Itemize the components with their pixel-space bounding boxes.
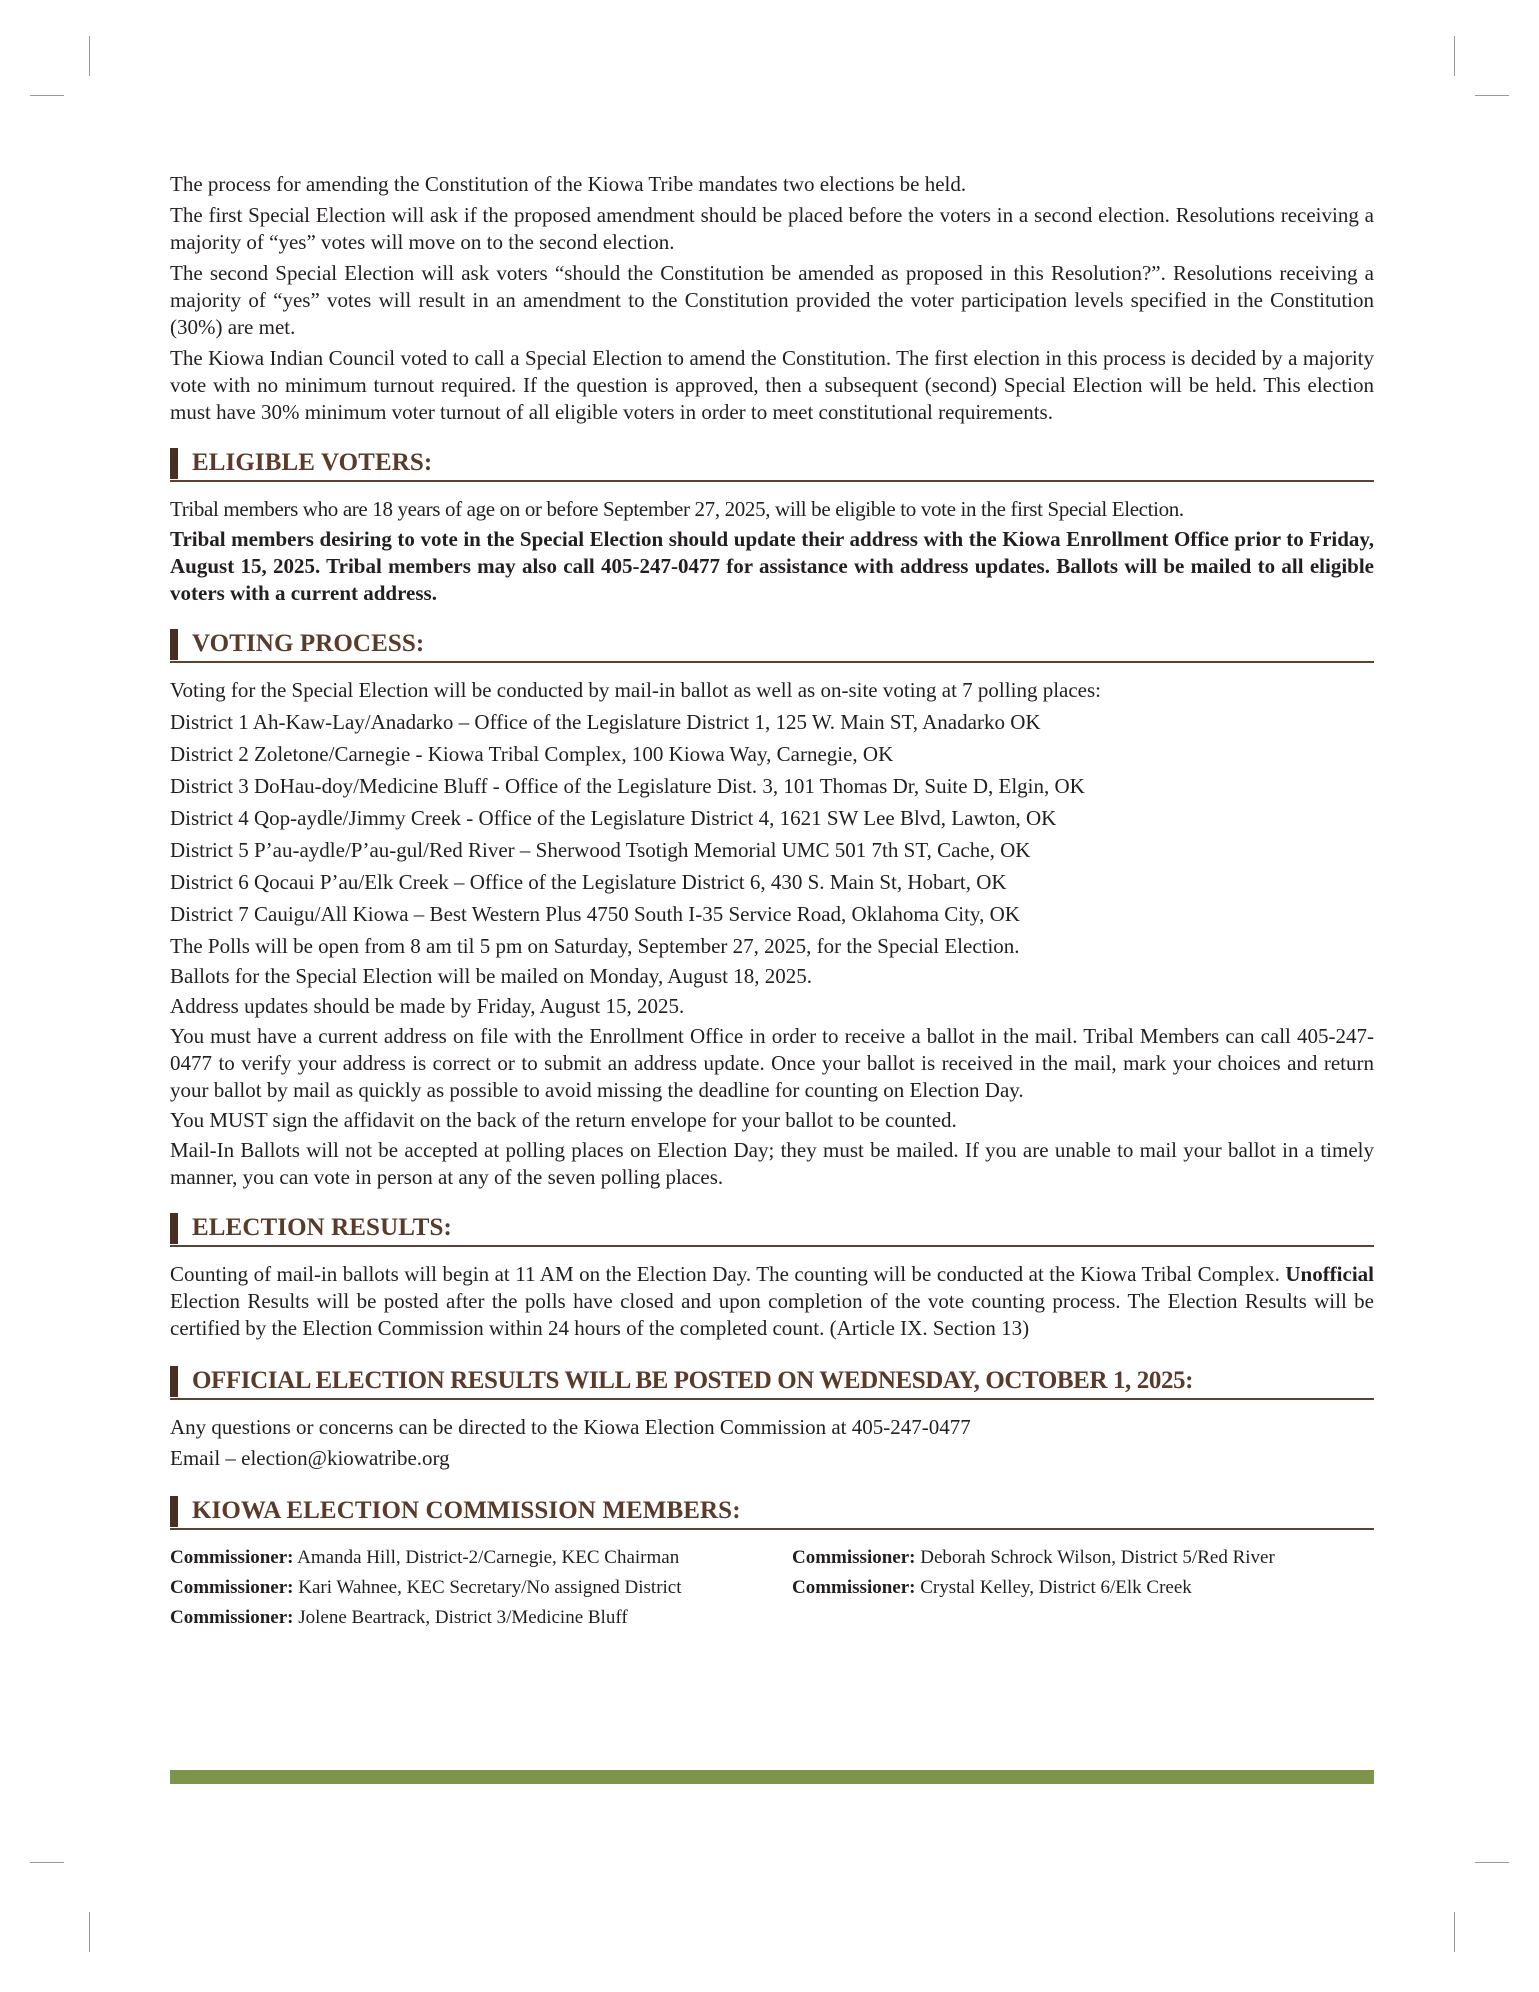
voting-intro: Voting for the Special Election will be conducted by mail-in ballot as well as on-site voting at 7 polling places: <box>170 678 1101 702</box>
results-text-part: Election Results will be posted after the polls have closed and upon completion of the vote counting process. The Election Results will be certified by the Election Commission within 24 hours of the completed count. (Article IX. Section 13) <box>170 1289 1374 1340</box>
commissioner-entry <box>170 1604 792 1632</box>
section-title: VOTING PROCESS: <box>192 630 425 657</box>
commissioner-label: Commissioner: <box>170 1607 294 1628</box>
address-update-notice: Tribal members desiring to vote in the Special Election should update their address with the Kiowa Enrollment Office prior to Friday, August 15, 2025. Tribal members may also call 405-247-0477 for assistance with address updates. Ballots will be mailed to all eligible voters with a current address. <box>170 527 1374 605</box>
election-results-heading <box>170 1209 1374 1247</box>
crop-mark <box>89 1912 90 1952</box>
crop-mark <box>30 95 64 96</box>
commissioner-name: Jolene Beartrack, District 3/Medicine Bluff <box>293 1607 628 1628</box>
voting-note: Ballots for the Special Election will be mailed on Monday, August 18, 2025. <box>170 964 812 988</box>
eligible-voters-heading <box>170 444 1374 482</box>
heading-bar <box>170 1366 178 1397</box>
commissioner-name: Deborah Schrock Wilson, District 5/Red River <box>915 1547 1275 1568</box>
footer-green-rule <box>170 1770 1374 1784</box>
crop-mark <box>1475 95 1509 96</box>
voting-note: The Polls will be open from 8 am til 5 pm on Saturday, September 27, 2025, for the Special Election. <box>170 934 1020 958</box>
commission-members-heading <box>170 1492 1374 1530</box>
commissioner-entry <box>170 1544 792 1572</box>
commissioner-entry <box>792 1544 1374 1572</box>
section-title: ELIGIBLE VOTERS: <box>192 449 433 476</box>
heading-bar <box>170 1213 178 1244</box>
commissioner-label: Commissioner: <box>792 1577 916 1598</box>
section-title: KIOWA ELECTION COMMISSION MEMBERS: <box>192 1497 741 1524</box>
voting-note: You must have a current address on file with the Enrollment Office in order to receive a ballot in the mail. Tribal Members can call 405-247-0477 to verify your address is correct or to submit an address update. Once your ballot is received in the mail, mark your choices and return your ballot by mail as quickly as possible to avoid missing the deadline for counting on Election Day. <box>170 1024 1374 1102</box>
crop-mark <box>1454 1912 1455 1952</box>
voting-note: You MUST sign the affidavit on the back of the return envelope for your ballot to be counted. <box>170 1108 957 1132</box>
district-polling-place: District 4 Qop-aydle/Jimmy Creek - Office of the Legislature District 4, 1621 SW Lee Blvd, Lawton, OK <box>170 806 1057 830</box>
district-polling-place: District 3 DoHau-doy/Medicine Bluff - Office of the Legislature Dist. 3, 101 Thomas Dr, Suite D, Elgin, OK <box>170 774 1085 798</box>
heading-bar <box>170 629 178 660</box>
commissioner-entry <box>792 1574 1374 1602</box>
district-polling-place: District 6 Qocaui P’au/Elk Creek – Office of the Legislature District 6, 430 S. Main St, Hobart, OK <box>170 870 1007 894</box>
voting-process-heading <box>170 625 1374 663</box>
heading-bar <box>170 1496 178 1527</box>
section-title: OFFICIAL ELECTION RESULTS WILL BE POSTED ON WEDNESDAY, OCTOBER 1, 2025: <box>192 1367 1194 1394</box>
intro-paragraph: The Kiowa Indian Council voted to call a Special Election to amend the Constitution. The first election in this process is decided by a majority vote with no minimum turnout required. If the question is approved, then a subsequent (second) Special Election will be held. This election must have 30% minimum voter turnout of all eligible voters in order to meet constitutional requirements. <box>170 346 1374 424</box>
heading-bar <box>170 448 178 479</box>
eligibility-text: Tribal members who are 18 years of age on or before September 27, 2025, will be eligible to vote in the first Special Election. <box>170 497 1184 521</box>
intro-paragraph: The process for amending the Constitution of the Kiowa Tribe mandates two elections be held. <box>170 172 967 196</box>
commissioner-label: Commissioner: <box>792 1547 916 1568</box>
commissioner-label: Commissioner: <box>170 1577 294 1598</box>
commissioner-label: Commissioner: <box>170 1547 294 1568</box>
voting-note: Mail-In Ballots will not be accepted at polling places on Election Day; they must be mailed. If you are unable to mail your ballot in a timely manner, you can vote in person at any of the seven polling places. <box>170 1138 1374 1189</box>
district-polling-place: District 1 Ah-Kaw-Lay/Anadarko – Office of the Legislature District 1, 125 W. Main ST, Anadarko OK <box>170 710 1041 734</box>
intro-paragraph: The first Special Election will ask if the proposed amendment should be placed before the voters in a second election. Resolutions receiving a majority of “yes” votes will move on to the second election. <box>170 203 1374 254</box>
commissioner-name: Amanda Hill, District-2/Carnegie, KEC Chairman <box>293 1547 680 1568</box>
contact-email: Email – election@kiowatribe.org <box>170 1446 450 1470</box>
district-polling-place: District 5 P’au-aydle/P’au-gul/Red River – Sherwood Tsotigh Memorial UMC 501 7th ST, Cache, OK <box>170 838 1031 862</box>
intro-section <box>170 171 1374 426</box>
intro-paragraph: The second Special Election will ask voters “should the Constitution be amended as proposed in this Resolution?”. Resolutions receiving a majority of “yes” votes will result in an amendment to the Constitution provided the voter participation levels specified in the Constitution (30%) are met. <box>170 261 1374 339</box>
crop-mark <box>89 36 90 76</box>
district-polling-place: District 2 Zoletone/Carnegie - Kiowa Tribal Complex, 100 Kiowa Way, Carnegie, OK <box>170 742 894 766</box>
commissioner-entry <box>170 1574 792 1602</box>
official-results-heading <box>170 1362 1374 1400</box>
document-body <box>170 171 1374 1632</box>
contact-questions: Any questions or concerns can be directed to the Kiowa Election Commission at 405-247-0477 <box>170 1415 971 1439</box>
voting-details <box>170 677 1374 1191</box>
crop-mark <box>30 1862 64 1863</box>
crop-mark <box>1454 36 1455 76</box>
section-title: ELECTION RESULTS: <box>192 1214 452 1241</box>
unofficial-emphasis: Unofficial <box>1285 1262 1374 1286</box>
commissioner-name: Kari Wahnee, KEC Secretary/No assigned District <box>293 1577 682 1598</box>
results-text <box>170 1261 1374 1342</box>
commissioner-list <box>170 1544 1374 1632</box>
district-polling-place: District 7 Cauigu/All Kiowa – Best Western Plus 4750 South I-35 Service Road, Oklahoma City, OK <box>170 902 1020 926</box>
voting-note: Address updates should be made by Friday, August 15, 2025. <box>170 994 685 1018</box>
results-text-part: Counting of mail-in ballots will begin at 11 AM on the Election Day. The counting will be conducted at the Kiowa Tribal Complex. <box>170 1262 1286 1286</box>
commissioner-name: Crystal Kelley, District 6/Elk Creek <box>915 1577 1192 1598</box>
crop-mark <box>1475 1862 1509 1863</box>
